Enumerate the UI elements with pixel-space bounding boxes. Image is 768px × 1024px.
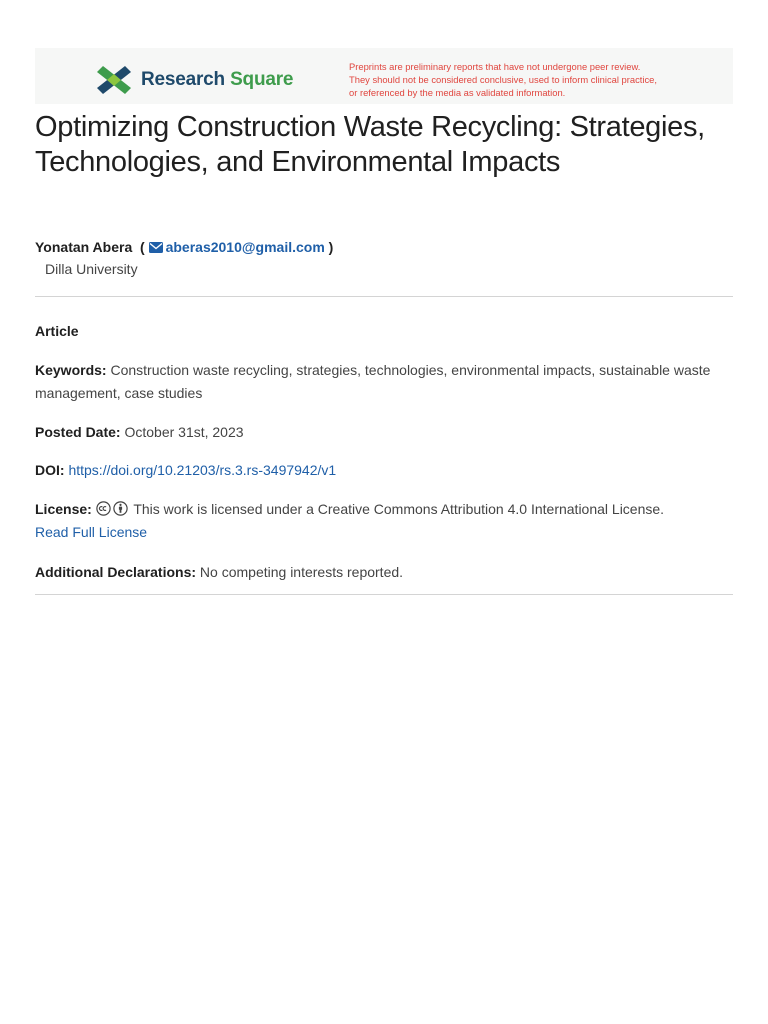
license-label: License:	[35, 501, 92, 517]
declarations-label: Additional Declarations:	[35, 564, 197, 580]
author-name[interactable]: Yonatan Abera	[35, 239, 133, 255]
keywords-value: Construction waste recycling, strategies, technologies, environmental impacts, sustainable waste management, case studies	[35, 362, 711, 401]
author-affiliation: Dilla University	[45, 261, 138, 277]
paper-title: Optimizing Construction Waste Recycling: Strategies, Technologies, and Environmental Impacts	[35, 111, 705, 178]
posted-date-label: Posted Date:	[35, 424, 121, 440]
disclaimer-line: or referenced by the media as validated information.	[349, 87, 566, 98]
doi-field	[35, 459, 725, 482]
logo-text-square: Square	[230, 69, 294, 90]
open-paren: (	[140, 239, 145, 255]
close-paren: )	[328, 239, 334, 255]
logo-text	[141, 69, 293, 91]
license-text: This work is licensed under a Creative Commons Attribution 4.0 International License.	[133, 501, 665, 517]
logo-text-research: Research	[141, 69, 225, 90]
keywords-label: Keywords:	[35, 362, 107, 378]
doi-label: DOI:	[35, 462, 65, 478]
research-square-logo-icon	[95, 64, 133, 96]
read-full-license-link[interactable]: Read Full License	[35, 524, 148, 540]
declarations-field	[35, 561, 725, 584]
disclaimer-line: They should not be considered conclusive, used to inform clinical practice,	[349, 74, 657, 85]
posted-date-field	[35, 421, 725, 444]
posted-date-value: October 31st, 2023	[124, 424, 244, 440]
attribution-icon	[113, 501, 128, 516]
preprint-banner	[35, 48, 733, 104]
envelope-icon	[149, 242, 163, 253]
divider-bottom	[35, 594, 733, 595]
author-email: aberas2010@gmail.com	[165, 239, 325, 255]
creative-commons-icon	[96, 501, 111, 516]
author-email-link[interactable]	[149, 239, 325, 255]
doi-link[interactable]: https://doi.org/10.21203/rs.3.rs-3497942/v1	[68, 462, 337, 478]
author-line	[35, 237, 333, 257]
divider-top	[35, 296, 733, 297]
license-field	[35, 498, 725, 544]
research-square-logo[interactable]	[95, 64, 293, 96]
disclaimer-line: Preprints are preliminary reports that have not undergone peer review.	[349, 61, 641, 72]
declarations-value: No competing interests reported.	[199, 564, 404, 580]
keywords-field	[35, 359, 725, 405]
preprint-disclaimer	[349, 60, 729, 99]
article-type: Article	[35, 323, 79, 339]
